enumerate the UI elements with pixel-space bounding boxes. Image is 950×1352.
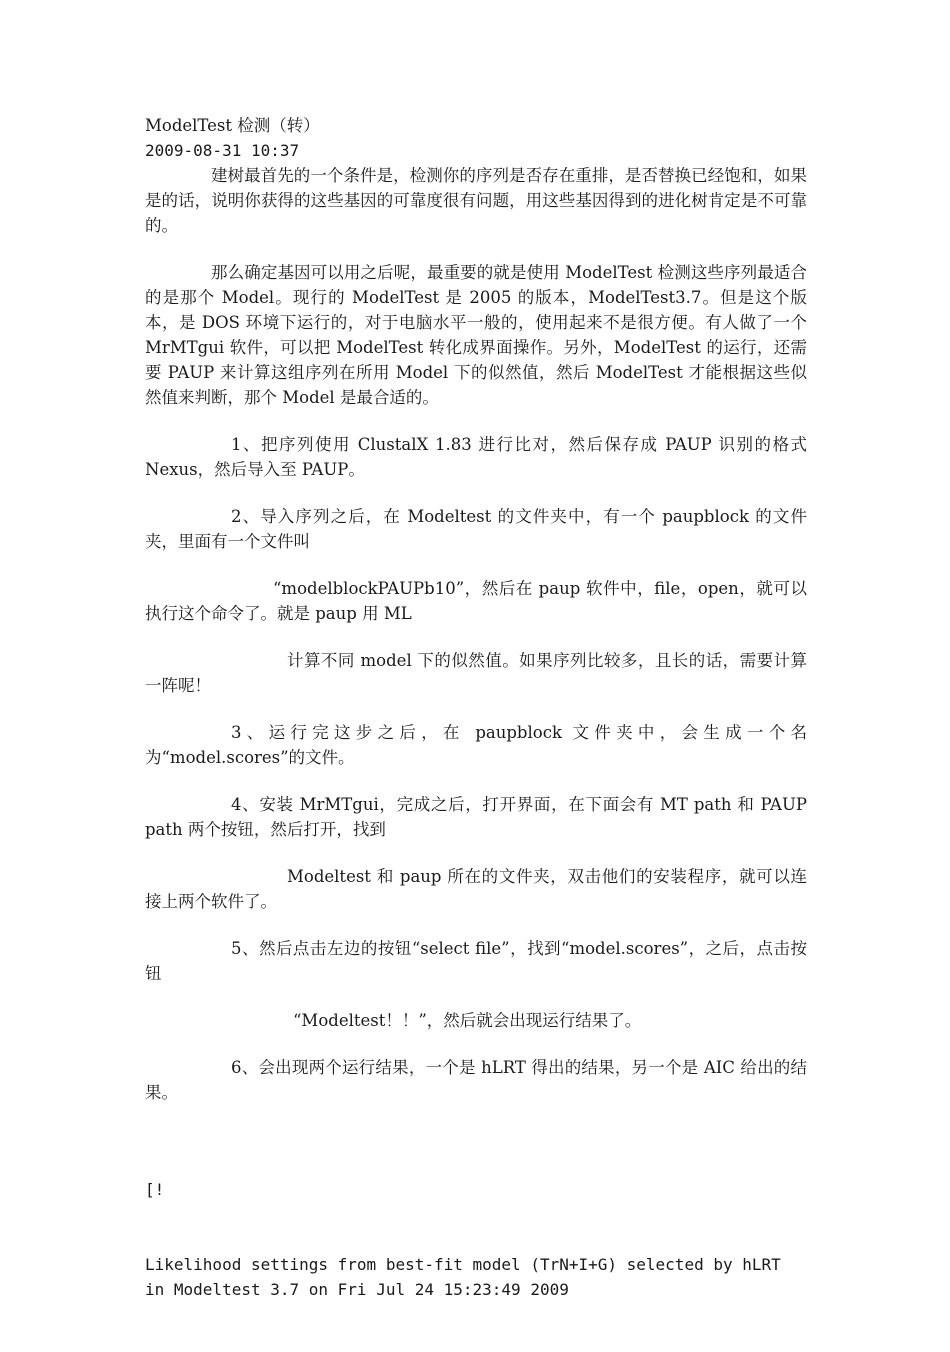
step-2-continued-2: 计算不同 model 下的似然值。如果序列比较多，且长的话，需要计算一阵呢！ xyxy=(145,651,807,695)
document-page xyxy=(145,113,807,1352)
paragraph-spacer xyxy=(145,698,807,720)
code-block xyxy=(145,1127,807,1352)
paragraph-spacer xyxy=(145,626,807,648)
step-2-continued: “modelblockPAUPb10”，然后在 paup 软件中，file，open，就可以执行这个命令了。就是 paup 用 ML xyxy=(145,579,807,623)
step-5-continued: “Modeltest！！”，然后就会出现运行结果了。 xyxy=(293,1011,642,1030)
paragraph-spacer xyxy=(145,482,807,504)
document-title: ModelTest 检测（转） xyxy=(145,116,320,135)
paragraph-spacer xyxy=(145,770,807,792)
code-line-likelihood-settings: Likelihood settings from best-fit model (TrN+I+G) selected by hLRT in Modeltest 3.7 on Fri Jul 24 15:23:49 2009 xyxy=(145,1255,791,1299)
paragraph-spacer xyxy=(145,238,807,260)
document-date: 2009-08-31 10:37 xyxy=(145,141,300,160)
paragraph-spacer xyxy=(145,410,807,432)
paragraph-spacer xyxy=(145,914,807,936)
paragraph-spacer xyxy=(145,986,807,1008)
step-4: 4、安装 MrMTgui，完成之后，打开界面，在下面会有 MT path 和 PAUP path 两个按钮，然后打开，找到 xyxy=(145,795,807,839)
paragraph-spacer xyxy=(145,1033,807,1055)
step-1: 1、把序列使用 ClustalX 1.83 进行比对，然后保存成 PAUP 识别的格式 Nexus，然后导入至 PAUP。 xyxy=(145,435,807,479)
code-open-bracket: [! xyxy=(145,1180,165,1199)
step-6: 6、会出现两个运行结果，一个是 hLRT 得出的结果，另一个是 AIC 给出的结果。 xyxy=(145,1058,807,1102)
paragraph-intro: 建树最首先的一个条件是，检测你的序列是否存在重排，是否替换已经饱和，如果是的话，说明你获得的这些基因的可靠度很有问题，用这些基因得到的进化树肯定是不可靠的。 xyxy=(145,166,807,235)
step-3: 3、运行完这步之后，在 paupblock 文件夹中，会生成一个名为“model.scores”的文件。 xyxy=(145,723,807,767)
paragraph-spacer xyxy=(145,842,807,864)
step-5: 5、然后点击左边的按钮“select file”，找到“model.scores”，之后，点击按钮 xyxy=(145,939,807,983)
step-2: 2、导入序列之后，在 Modeltest 的文件夹中，有一个 paupblock 的文件夹，里面有一个文件叫 xyxy=(145,507,807,551)
paragraph-second: 那么确定基因可以用之后呢，最重要的就是使用 ModelTest 检测这些序列最适合的是那个 Model。现行的 ModelTest 是 2005 的版本，ModelTest3.7。但是这个版本，是 DOS 环境下运行的，对于电脑水平一般的，使用起来不是很方便。有人做了一个 MrMTgui 软件，可以把 ModelTest 转化成界面操作。另外，ModelTest 的运行，还需要 PAUP 来计算这组序列在所用 Model 下的似然值，然后 ModelTest 才能根据这些似然值来判断，那个 Model 是最合适的。 xyxy=(145,263,807,407)
step-4-continued: Modeltest 和 paup 所在的文件夹，双击他们的安装程序，就可以连接上两个软件了。 xyxy=(145,867,807,911)
paragraph-spacer xyxy=(145,554,807,576)
